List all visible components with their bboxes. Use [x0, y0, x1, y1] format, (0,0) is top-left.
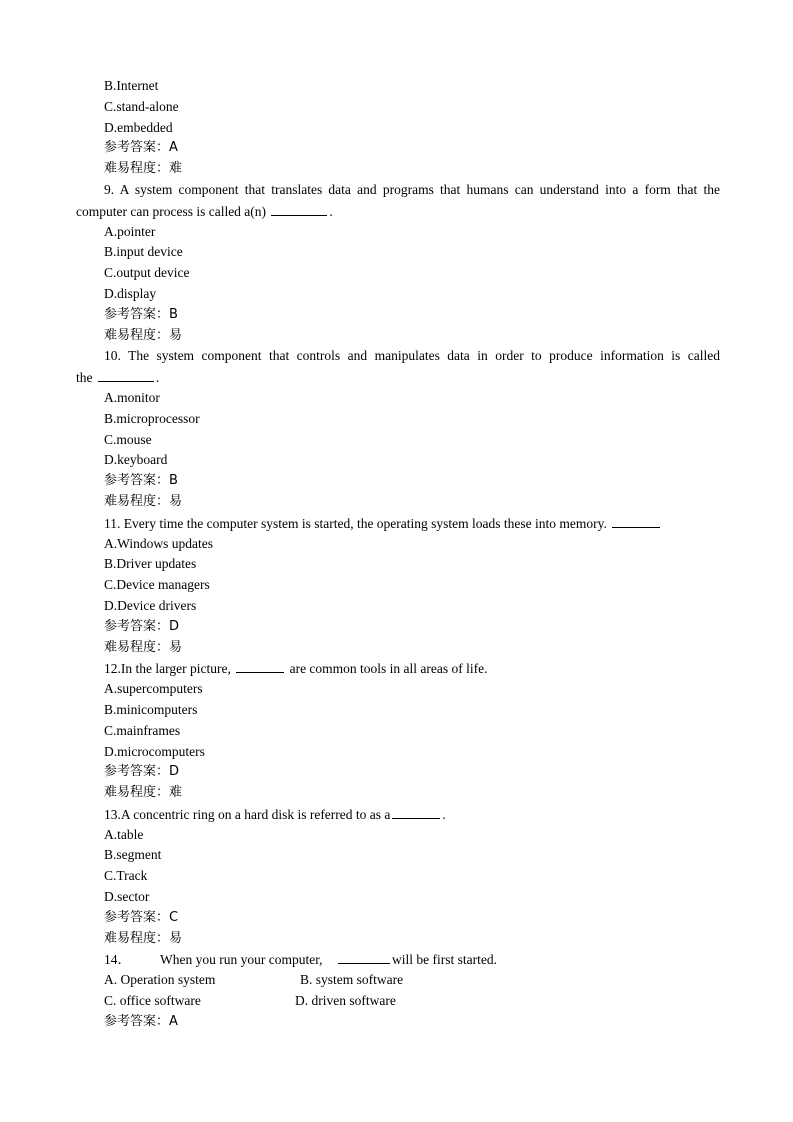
q14-option-c: C. office software	[104, 993, 201, 1009]
q10-stem-line2	[0, 367, 793, 388]
q12-stem-start: 12.In the larger picture,	[104, 661, 231, 677]
q10-stem-text: the	[76, 370, 93, 386]
q8-option-c: C.stand-alone	[104, 98, 179, 114]
document-page	[0, 76, 793, 1033]
q12-option-d: D.microcomputers	[104, 743, 205, 759]
q10-option-c: C.mouse	[104, 431, 152, 447]
q10-stem-line1: 10. The system component that controls and manipulates data in order to produce information is called	[104, 348, 720, 364]
q9-option-b: B.input device	[104, 244, 183, 260]
q10-stem-end: .	[155, 370, 160, 386]
q12-option-b: B.minicomputers	[104, 701, 198, 717]
q8-option-b: B.Internet	[104, 78, 159, 93]
q14-stem-start: When you run your computer,	[160, 952, 323, 968]
q8-difficulty: 难易程度：难	[104, 161, 183, 177]
q8-answer: 参考答案：A	[104, 140, 178, 156]
q12-stem-end: are common tools in all areas of life.	[289, 661, 488, 677]
q12-difficulty: 难易程度：难	[104, 785, 183, 801]
q14-answer-blank	[338, 949, 390, 964]
q9-stem-line1: 9. A system component that translates data and programs that humans can understand into a form that the	[104, 181, 720, 197]
q11-option-d: D.Device drivers	[104, 597, 197, 613]
q14-answer: 参考答案：A	[104, 1013, 178, 1029]
q13-stem	[0, 804, 793, 825]
q12-answer-blank	[236, 658, 284, 673]
q12-option-a: A.supercomputers	[104, 681, 203, 697]
q13-answer: 参考答案：C	[104, 909, 179, 925]
q14-option-b: B. system software	[300, 972, 404, 988]
q10-option-a: A.monitor	[104, 389, 160, 405]
q10-option-b: B.microprocessor	[104, 410, 200, 426]
q13-option-a: A.table	[104, 826, 144, 842]
q9-option-d: D.display	[104, 285, 157, 301]
q13-difficulty: 难易程度：易	[104, 930, 183, 946]
q12-option-c: C.mainframes	[104, 722, 181, 738]
q11-stem-text: 11. Every time the computer system is started, the operating system loads these into memory.	[104, 515, 607, 531]
q13-stem-start: 13.A concentric ring on a hard disk is referred to as a	[104, 806, 391, 822]
q11-difficulty: 难易程度：易	[104, 639, 183, 655]
q11-answer: 参考答案：D	[104, 618, 180, 634]
q12-stem	[0, 658, 793, 679]
q10-answer-blank	[98, 367, 154, 382]
q13-stem-end: .	[442, 806, 446, 822]
q13-option-c: C.Track	[104, 868, 148, 884]
q14-options-row2	[0, 991, 793, 1012]
q9-stem-line2	[0, 201, 793, 222]
q9-answer: 参考答案：B	[104, 306, 178, 322]
q11-option-c: C.Device managers	[104, 577, 210, 593]
q11-stem	[0, 513, 793, 534]
q14-option-d: D. driven software	[295, 993, 396, 1009]
q10-difficulty: 难易程度：易	[104, 493, 183, 509]
q11-option-b: B.Driver updates	[104, 556, 197, 572]
q14-stem-end: will be first started.	[392, 952, 498, 968]
q10-answer: 参考答案：B	[104, 473, 178, 489]
q9-answer-blank	[271, 201, 327, 216]
q14-options-row1	[0, 970, 793, 991]
q13-option-d: D.sector	[104, 889, 150, 905]
q9-option-c: C.output device	[104, 265, 190, 281]
q13-option-b: B.segment	[104, 847, 162, 863]
q10-option-d: D.keyboard	[104, 452, 168, 468]
q14-number: 14．	[104, 952, 131, 968]
q9-difficulty: 难易程度：易	[104, 327, 183, 343]
q14-option-a: A. Operation system	[104, 972, 216, 988]
q13-answer-blank	[392, 804, 440, 819]
q12-answer: 参考答案：D	[104, 764, 180, 780]
q9-option-a: A.pointer	[104, 223, 156, 239]
q14-stem	[0, 949, 793, 970]
q9-stem-end: .	[329, 203, 333, 219]
q8-option-d: D.embedded	[104, 119, 173, 135]
q11-answer-blank	[612, 513, 660, 528]
q11-option-a: A.Windows updates	[104, 535, 213, 551]
q9-stem-text: computer can process is called a(n)	[76, 203, 267, 219]
